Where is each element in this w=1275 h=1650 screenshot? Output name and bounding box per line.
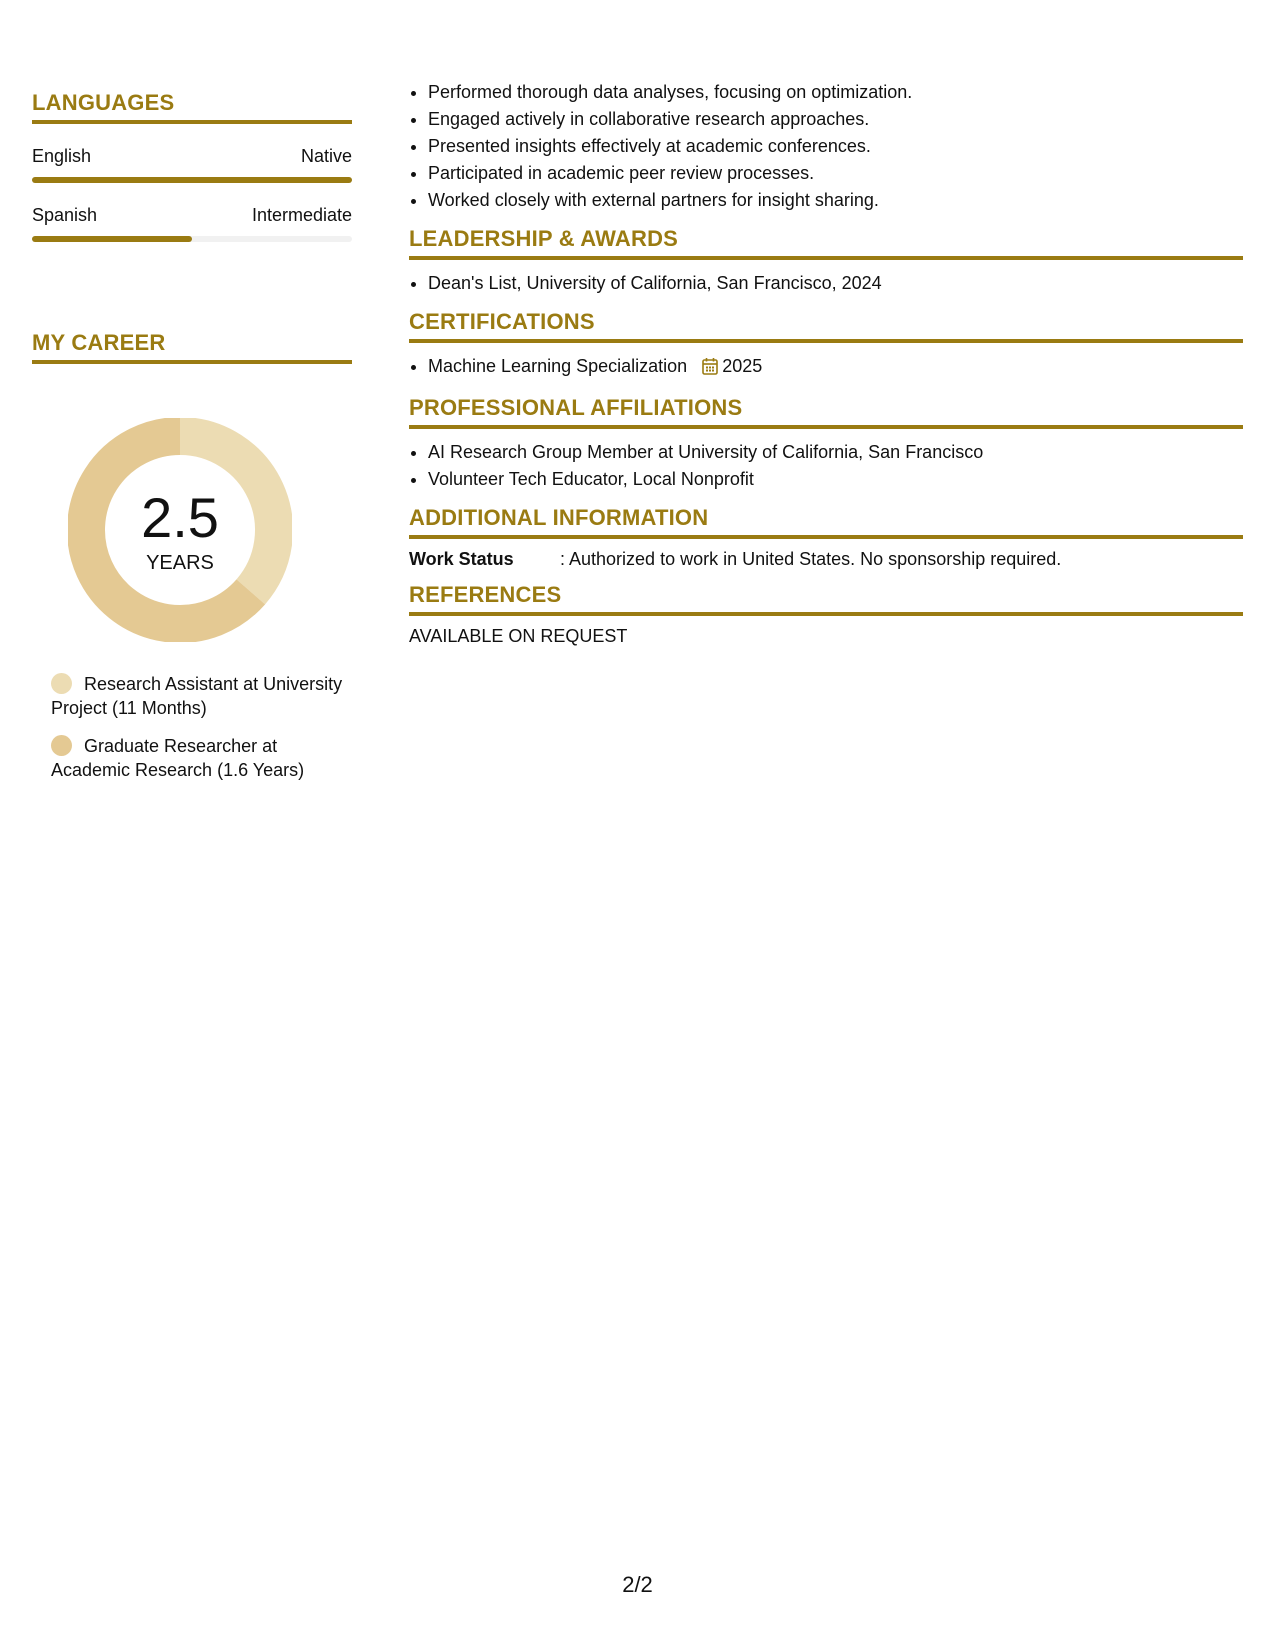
work-status-value: : Authorized to work in United States. No sponsorship required.	[560, 549, 1062, 569]
career-legend-item	[51, 672, 351, 720]
language-proficiency-bar	[32, 177, 352, 183]
certifications-section	[409, 309, 1243, 383]
experience-bullets	[409, 79, 1243, 214]
certification-year: 2025	[722, 356, 763, 376]
list-item: • Engaged actively in collaborative research approaches.	[428, 106, 1243, 133]
language-level: Intermediate	[251, 205, 352, 225]
career-legend-item	[51, 734, 351, 782]
legend-label: Research Assistant at University Project (11 Months)	[51, 674, 343, 718]
language-proficiency-fill	[32, 177, 352, 183]
language-proficiency-bar	[32, 236, 352, 242]
career-total-value: 2.5	[141, 486, 219, 549]
language-name: Spanish	[32, 205, 98, 225]
list-item	[428, 353, 1243, 383]
language-level: Native	[300, 146, 352, 166]
language-item	[32, 146, 352, 183]
affiliations-title: PROFESSIONAL AFFILIATIONS	[409, 395, 1243, 429]
career-donut-chart	[68, 418, 292, 642]
list-item: • AI Research Group Member at University of California, San Francisco	[428, 439, 1243, 466]
additional-section	[409, 505, 1243, 570]
list-item: • Dean's List, University of California, San Francisco, 2024	[428, 270, 1243, 297]
references-section	[409, 582, 1243, 647]
affiliations-section	[409, 395, 1243, 493]
legend-swatch	[51, 673, 72, 694]
list-item: • Worked closely with external partners for insight sharing.	[428, 187, 1243, 214]
page-number: 2/2	[622, 1572, 653, 1597]
legend-swatch	[51, 735, 72, 756]
list-item: • Presented insights effectively at academic conferences.	[428, 133, 1243, 160]
leadership-title: LEADERSHIP & AWARDS	[409, 226, 1243, 260]
language-item	[32, 205, 352, 242]
work-status-row	[409, 549, 1243, 570]
languages-title: LANGUAGES	[32, 90, 352, 124]
career-section	[32, 330, 352, 364]
leadership-section	[409, 226, 1243, 297]
references-text: AVAILABLE ON REQUEST	[409, 626, 628, 646]
certifications-title: CERTIFICATIONS	[409, 309, 1243, 343]
career-title: MY CAREER	[32, 330, 352, 364]
references-title: REFERENCES	[409, 582, 1243, 616]
list-item: • Participated in academic peer review processes.	[428, 160, 1243, 187]
list-item: • Performed thorough data analyses, focusing on optimization.	[428, 79, 1243, 106]
languages-section	[32, 90, 352, 242]
work-status-label: Work Status	[409, 549, 514, 569]
calendar-icon	[702, 356, 718, 383]
language-name: English	[32, 146, 92, 166]
language-proficiency-fill	[32, 236, 192, 242]
certification-name: Machine Learning Specialization	[428, 356, 688, 376]
legend-label: Graduate Researcher at Academic Research (1.6 Years)	[51, 736, 305, 780]
right-column	[409, 0, 1243, 647]
additional-title: ADDITIONAL INFORMATION	[409, 505, 1243, 539]
list-item: • Volunteer Tech Educator, Local Nonprofit	[428, 466, 1243, 493]
career-total-unit: YEARS	[146, 552, 214, 574]
